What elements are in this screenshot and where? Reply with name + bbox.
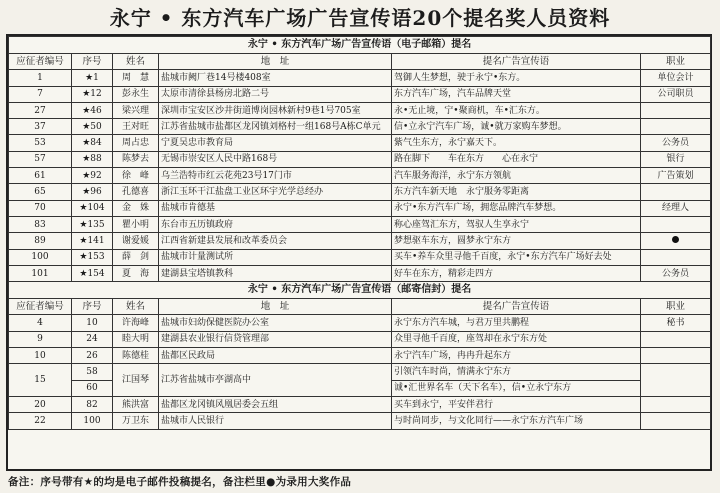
award-dot-icon [672, 236, 679, 243]
collector-no-cell: 53 [9, 135, 72, 151]
occupation-cell [641, 119, 711, 135]
page-title: 永宁 • 东方汽车广场广告宣传语20个提名奖人员资料 [109, 6, 611, 30]
collector-no-cell: 20 [9, 396, 72, 412]
name-cell: 周 慧 [113, 70, 159, 86]
occupation-cell: 经理人 [641, 200, 711, 216]
name-cell: 金 姝 [113, 200, 159, 216]
collector-no-cell: 9 [9, 331, 72, 347]
occupation-cell [641, 233, 711, 249]
collector-no-cell: 83 [9, 216, 72, 232]
header-occupation: 职业 [641, 54, 711, 70]
address-cell: 江苏省盐城市盐都区龙冈镇刘格村一组168号A栋C单元 [159, 119, 392, 135]
header-name: 姓名 [113, 54, 159, 70]
slogan-cell: 买车到永宁，平安伴君行 [392, 396, 641, 412]
table-row [9, 249, 711, 265]
occupation-cell: 公务员 [641, 265, 711, 281]
name-cell: 万卫东 [113, 413, 159, 429]
collector-no-cell: 61 [9, 168, 72, 184]
table-row [9, 315, 711, 331]
slogan-cell: 东方汽车广场，汽车品牌天堂 [392, 86, 641, 102]
name-cell: 夏 海 [113, 265, 159, 281]
header-seq: 序号 [72, 54, 113, 70]
table-row [9, 216, 711, 232]
address-cell: 盐都区龙冈镇风凰居委会五组 [159, 396, 392, 412]
seq-cell: ★46 [72, 102, 113, 118]
name-cell: 熊洪富 [113, 396, 159, 412]
section-mail-title: 永宁 • 东方汽车广场广告宣传语（邮寄信封）提名 [9, 282, 711, 299]
name-cell: 许海峰 [113, 315, 159, 331]
nominee-table [8, 36, 711, 430]
name-cell: 谢爱媛 [113, 233, 159, 249]
occupation-cell: 公务员 [641, 135, 711, 151]
address-cell: 东台市五历镇政府 [159, 216, 392, 232]
name-cell: 彭永生 [113, 86, 159, 102]
footnote: 备注：序号带有★的均是电子邮件投稿提名，备注栏里●为录用大奖作品 [8, 476, 352, 488]
collector-no-cell: 7 [9, 86, 72, 102]
collector-no-cell: 70 [9, 200, 72, 216]
seq-cell: ★104 [72, 200, 113, 216]
occupation-cell: 公司职员 [641, 86, 711, 102]
address-cell: 盐城市阙厂巷14号楼408室 [159, 70, 392, 86]
slogan-cell: 信•立永宁汽车广场，诚•就万家购车梦想。 [392, 119, 641, 135]
slogan-cell: 称心座驾汇东方，驾驭人生享永宁 [392, 216, 641, 232]
table-row [9, 200, 711, 216]
table-row [9, 265, 711, 281]
address-cell: 太原市清徐县杨房北路二号 [159, 86, 392, 102]
occupation-cell [641, 396, 711, 412]
table-row [9, 168, 711, 184]
section-email-title: 永宁 • 东方汽车广场广告宣传语（电子邮箱）提名 [9, 37, 711, 54]
table-row [9, 364, 711, 380]
occupation-cell [641, 184, 711, 200]
header-name: 姓名 [113, 299, 159, 315]
collector-no-cell: 4 [9, 315, 72, 331]
slogan-cell: 好车在东方，精彩走四方 [392, 265, 641, 281]
seq-cell: ★92 [72, 168, 113, 184]
seq-cell: 24 [72, 331, 113, 347]
header-slogan: 提名广告宣传语 [392, 299, 641, 315]
slogan-cell: 诚•汇世界名车（天下名车），信•立永宁东方 [392, 380, 641, 396]
seq-cell: ★153 [72, 249, 113, 265]
table-row [9, 151, 711, 167]
slogan-cell: 永宁•东方汽车广场，拥您品牌汽车梦想。 [392, 200, 641, 216]
seq-cell: 100 [72, 413, 113, 429]
address-cell: 盐城市人民银行 [159, 413, 392, 429]
slogan-cell: 引领汽车时尚，情满永宁东方 [392, 364, 641, 380]
table-row [9, 233, 711, 249]
occupation-cell [641, 102, 711, 118]
address-cell: 江西省新建县发展和改革委员会 [159, 233, 392, 249]
slogan-cell: 驾御人生梦想，驶于永宁•东方。 [392, 70, 641, 86]
collector-no-cell: 37 [9, 119, 72, 135]
name-cell: 瞿小明 [113, 216, 159, 232]
header-occupation: 职业 [641, 299, 711, 315]
name-cell: 陈德桂 [113, 348, 159, 364]
seq-cell: ★135 [72, 216, 113, 232]
table-row [9, 348, 711, 364]
header-seq: 序号 [72, 299, 113, 315]
address-cell: 乌兰浩特市红云花苑23号17门市 [159, 168, 392, 184]
name-cell: 陈梦去 [113, 151, 159, 167]
slogan-cell: 永宁东方汽车城，与君万里共鹏程 [392, 315, 641, 331]
slogan-cell: 汽车服务海洋，永宁东方领航 [392, 168, 641, 184]
address-cell: 盐城市肯德基 [159, 200, 392, 216]
collector-no-cell: 10 [9, 348, 72, 364]
address-cell: 盐城市计量测试所 [159, 249, 392, 265]
occupation-cell: 秘书 [641, 315, 711, 331]
seq-cell: 58 [72, 364, 113, 380]
address-cell: 宁夏吴忠市教育局 [159, 135, 392, 151]
table-row [9, 70, 711, 86]
collector-no-cell: 101 [9, 265, 72, 281]
occupation-cell [641, 216, 711, 232]
table-row [9, 135, 711, 151]
occupation-cell [641, 413, 711, 429]
collector-no-cell: 15 [9, 364, 72, 397]
seq-cell: ★84 [72, 135, 113, 151]
slogan-cell: 永宁汽车广场，冉冉升起东方 [392, 348, 641, 364]
name-cell: 薛 剑 [113, 249, 159, 265]
name-cell: 江国琴 [113, 364, 159, 397]
occupation-cell: 广告策划 [641, 168, 711, 184]
name-cell: 梁兴理 [113, 102, 159, 118]
slogan-cell: 永•无止境，宁•聚商机，车•汇东方。 [392, 102, 641, 118]
name-cell: 王对旺 [113, 119, 159, 135]
address-cell: 无锡市崇安区人民中路168号 [159, 151, 392, 167]
table-row [9, 119, 711, 135]
collector-no-cell: 65 [9, 184, 72, 200]
seq-cell: ★96 [72, 184, 113, 200]
seq-cell: 10 [72, 315, 113, 331]
address-cell: 建湖县宝塔镇教科 [159, 265, 392, 281]
seq-cell: ★1 [72, 70, 113, 86]
address-cell: 深圳市宝安区沙井街道博岗园林新村9巷1号705室 [159, 102, 392, 118]
occupation-cell [641, 348, 711, 364]
collector-no-cell: 1 [9, 70, 72, 86]
header-row [9, 54, 711, 70]
collector-no-cell: 89 [9, 233, 72, 249]
header-slogan: 提名广告宣传语 [392, 54, 641, 70]
table-row [9, 102, 711, 118]
name-cell: 孔德喜 [113, 184, 159, 200]
slogan-cell: 梦想驱车东方，圆梦永宁东方 [392, 233, 641, 249]
slogan-cell: 与时尚同步，与文化同行——永宁东方汽车广场 [392, 413, 641, 429]
slogan-cell: 买车•养车众里寻他千百度，永宁•东方汽车广场好去处 [392, 249, 641, 265]
collector-no-cell: 100 [9, 249, 72, 265]
address-cell: 江苏省盐城市亭湖高中 [159, 364, 392, 397]
header-address: 地 址 [159, 54, 392, 70]
table-row [9, 86, 711, 102]
address-cell: 建湖县农业银行信贷管理部 [159, 331, 392, 347]
slogan-cell: 众里寻他千百度，座驾却在永宁东方处 [392, 331, 641, 347]
name-cell: 徐 峰 [113, 168, 159, 184]
collector-no-cell: 27 [9, 102, 72, 118]
table-row [9, 396, 711, 412]
seq-cell: 82 [72, 396, 113, 412]
header-address: 地 址 [159, 299, 392, 315]
name-cell: 周占忠 [113, 135, 159, 151]
occupation-cell: 银行 [641, 151, 711, 167]
collector-no-cell: 22 [9, 413, 72, 429]
address-cell: 浙江玉环干江盐盘工业区环宇光学总经办 [159, 184, 392, 200]
table-row [9, 331, 711, 347]
table-row [9, 184, 711, 200]
table-row [9, 413, 711, 429]
seq-cell: ★50 [72, 119, 113, 135]
address-cell: 盐城市妇幼保健医院办公室 [159, 315, 392, 331]
header-collector-no: 应征者编号 [9, 54, 72, 70]
seq-cell: ★154 [72, 265, 113, 281]
seq-cell: ★141 [72, 233, 113, 249]
occupation-cell [641, 331, 711, 347]
name-cell: 睦大明 [113, 331, 159, 347]
seq-cell: ★88 [72, 151, 113, 167]
occupation-cell [641, 364, 711, 397]
slogan-cell: 紫气生东方，永宁嘉天下。 [392, 135, 641, 151]
collector-no-cell: 57 [9, 151, 72, 167]
seq-cell: 60 [72, 380, 113, 396]
nominee-table-frame [6, 34, 712, 471]
occupation-cell: 单位会计 [641, 70, 711, 86]
occupation-cell [641, 249, 711, 265]
slogan-cell: 路在脚下 车在东方 心在永宁 [392, 151, 641, 167]
slogan-cell: 东方汽车新天地 永宁服务零距离 [392, 184, 641, 200]
address-cell: 盐都区民政局 [159, 348, 392, 364]
seq-cell: ★12 [72, 86, 113, 102]
header-collector-no: 应征者编号 [9, 299, 72, 315]
seq-cell: 26 [72, 348, 113, 364]
header-row [9, 299, 711, 315]
